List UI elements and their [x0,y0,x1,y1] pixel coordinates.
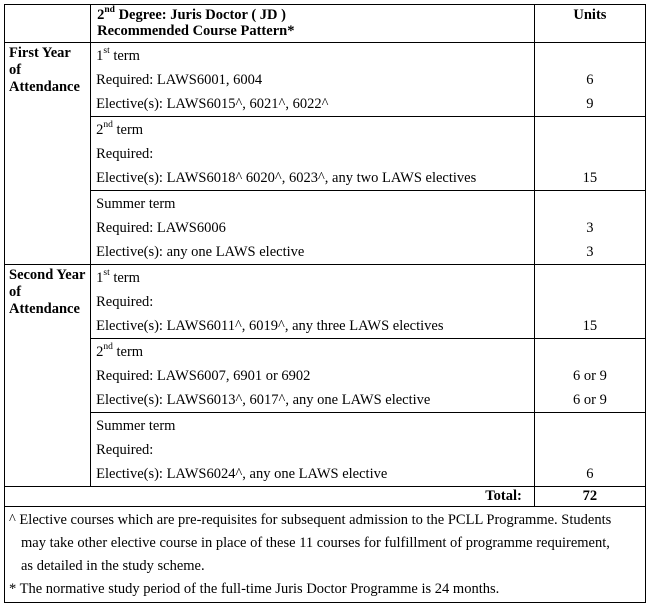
term-units-cell [534,117,645,191]
term-courses-cell [91,265,535,339]
course-line: Required: LAWS6001, 6004 [96,72,263,88]
course-line: Elective(s): LAWS6011^, 6019^, any three LAWS electives [96,318,444,334]
term-courses-cell [91,339,535,413]
term-row [5,265,646,339]
term-units-cell [534,339,645,413]
course-line: Required: [96,146,154,162]
term-units-cell [534,265,645,339]
units-value: 6 or 9 [572,392,607,408]
header-row [5,5,646,43]
units-value: 15 [582,318,598,334]
units-value: 15 [582,170,598,186]
course-line: Required: LAWS6006 [96,220,226,236]
notes-cell [5,507,646,603]
units-value [535,290,645,314]
term-name: 1st term [96,268,140,286]
units-value: 9 [586,96,594,112]
term-row [5,43,646,117]
units-value: 6 [586,72,594,88]
units-value [535,438,645,462]
term-name: 2nd term [96,120,144,138]
course-line: Required: [96,442,154,458]
course-line: Elective(s): LAWS6024^, any one LAWS elective [96,466,388,482]
footnote-line: ^ Elective courses which are pre-requisites for subsequent admission to the PCLL Programme. Students [9,512,612,528]
units-value [535,142,645,166]
footnote-line: * The normative study period of the full-time Juris Doctor Programme is 24 months. [9,581,500,597]
header-blank-cell [5,5,91,43]
table-title: 2nd Degree: Juris Doctor ( JD ) Recommended Course Pattern* [91,5,535,43]
units-spacer [535,413,645,438]
units-value: 6 or 9 [572,368,607,384]
course-line: Elective(s): LAWS6015^, 6021^, 6022^ [96,96,329,112]
course-line: Elective(s): LAWS6018^ 6020^, 6023^, any two LAWS electives [96,170,477,186]
term-units-cell [534,43,645,117]
total-row [5,487,646,507]
term-row [5,339,646,413]
term-name: Summer term [96,418,176,434]
units-spacer [535,117,645,142]
notes-row [5,507,646,603]
term-units-cell [534,191,645,265]
total-value: 72 [534,487,645,507]
footnote-line: may take other elective course in place of these 11 courses for fulfillment of programme requirement, [21,535,610,551]
course-line: Required: [96,294,154,310]
footnote-line: as detailed in the study scheme. [21,558,205,574]
year-label: Second Year of Attendance [5,265,91,487]
units-spacer [535,339,645,364]
term-name: 1st term [96,46,140,64]
term-courses-cell [91,117,535,191]
course-line: Elective(s): any one LAWS elective [96,244,305,260]
term-courses-cell [91,191,535,265]
units-column-header: Units [534,5,645,43]
units-value: 3 [586,244,594,260]
term-row [5,413,646,487]
term-units-cell [534,413,645,487]
units-value: 3 [586,220,594,236]
year-label: First Year of Attendance [5,43,91,265]
total-label: Total: [5,487,535,507]
term-row [5,191,646,265]
course-pattern-table [4,4,646,603]
units-value: 6 [586,466,594,482]
units-spacer [535,265,645,290]
term-row [5,117,646,191]
term-name: Summer term [96,196,176,212]
units-spacer [535,191,645,216]
course-pattern-document [4,4,646,603]
term-courses-cell [91,43,535,117]
course-line: Elective(s): LAWS6013^, 6017^, any one LAWS elective [96,392,431,408]
term-name: 2nd term [96,342,144,360]
course-line: Required: LAWS6007, 6901 or 6902 [96,368,311,384]
units-spacer [535,43,645,68]
term-courses-cell [91,413,535,487]
